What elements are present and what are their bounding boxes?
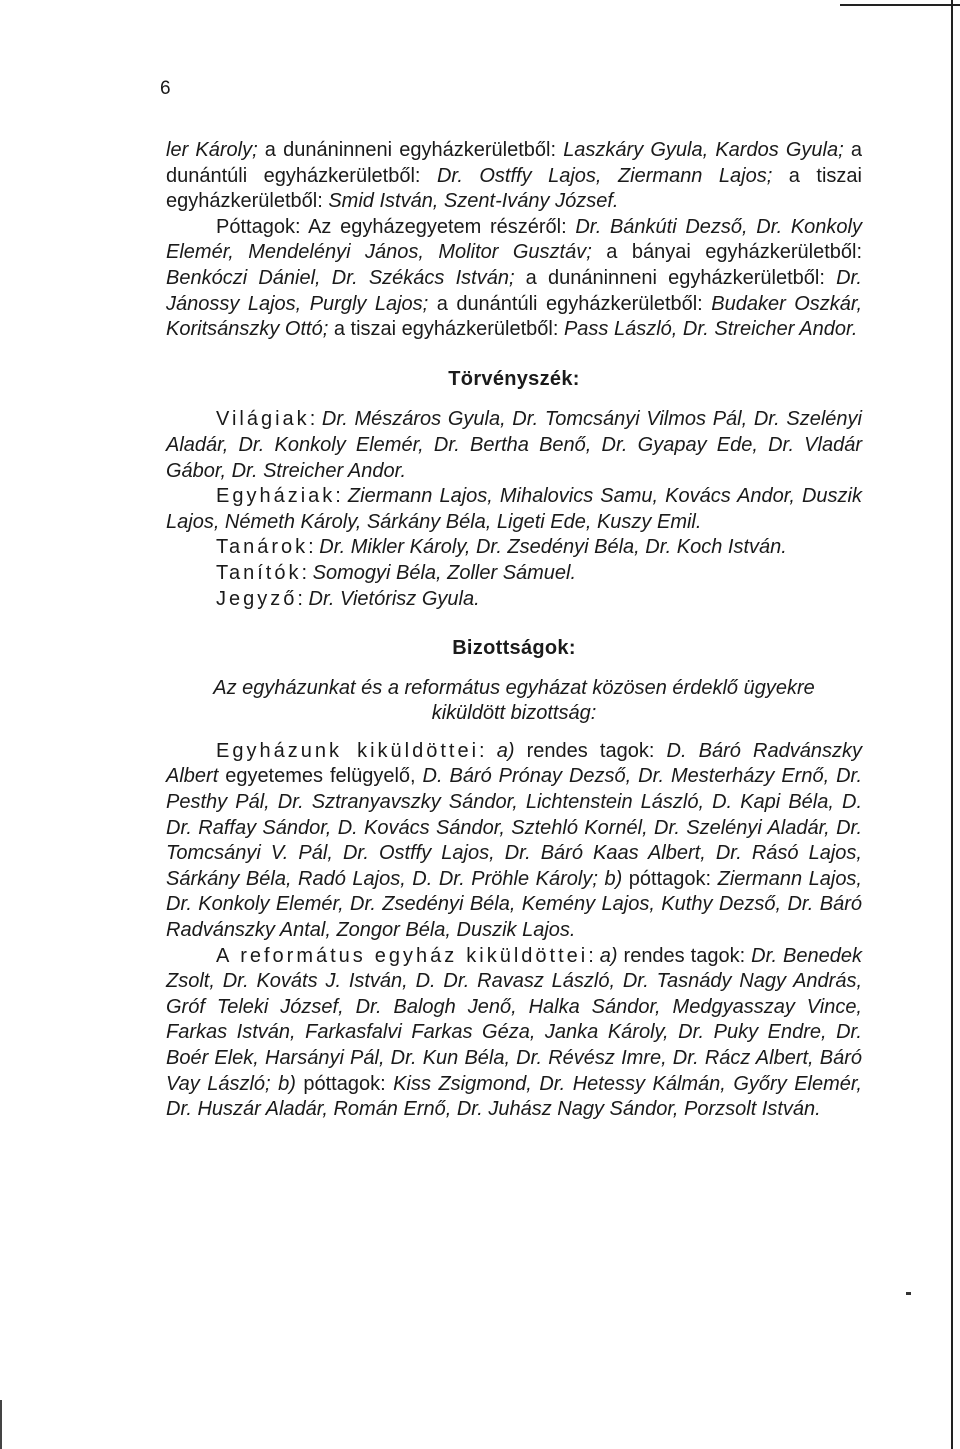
text-run: : (479, 739, 497, 762)
text-run: a dunáninneni egyházkerületből: (257, 139, 564, 161)
italic-names: Kiss Zsigmond, Dr. Hetessy Kálmán, Győry Elemér, Dr. Huszár Aladár, Román Ernő, Dr. Juhász Nagy Sándor, Porzsolt István. (166, 1072, 862, 1121)
italic-names: Dr. Ostffy Lajos, Ziermann Lajos; (436, 164, 773, 187)
italic-names: D. Báró Radvánszky Albert (166, 739, 862, 788)
italic-names: D. Báró Prónay Dezső, Dr. Mesterházy Ernő, Dr. Pesthy Pál, Dr. Sztranyavszky Sándor, Lichtenstein László, D. Kapi Béla, D. Dr. Raffay Sándor, D. Kovács Sándor, Sztehló Kornél, Dr. Szelényi Aladár, Dr. Tomcsányi V. Pál, Dr. Ostffy Lajos, Dr. Báró Kaas Albert, Dr. Rásó Lajos, Sárkány Béla, Radó Lajos, D. Dr. Pröhle Károly; b) (166, 765, 862, 890)
spaced-label: A református egyház kiküldöttei (216, 944, 589, 967)
scan-edge-top (840, 4, 960, 6)
tanarok-paragraph (166, 535, 862, 561)
scan-speck (906, 1292, 911, 1295)
text-run: a dunáninneni egyházkerületből: (514, 266, 837, 289)
italic-names: a) (496, 739, 515, 762)
italic-names: Ziermann Lajos, Mihalovics Samu, Kovács Andor, Duszik Lajos, Németh Károly, Sárkány Béla, Ligeti Ede, Kuszy Emil. (166, 485, 862, 533)
text-run: a dunántúli egyházkerületből: (428, 292, 712, 315)
italic-names: Budaker Oszkár, Koritsánszky Ottó; (166, 292, 862, 341)
text-run: a dunántúli egyházkerületből: (166, 139, 862, 187)
italic-names: Károly; (195, 139, 258, 161)
pottagok-paragraph (166, 215, 862, 343)
egyhaziak-paragraph (166, 484, 862, 535)
text-run: a bányai egyházkerületből: (591, 241, 863, 264)
scan-edge-right (951, 0, 953, 1449)
italic-names: Dr. Benedek Zsolt, Dr. Kováts J. István, D. Dr. Ravasz László, Dr. Tasnády Nagy András, Gróf Teleki József, Dr. Balogh Jenő, Halka Sándor, Medgyasszay Vince, Farkas István, Farkasfalvi Farkas Géza, Janka Károly, Dr. Puky Endre, Dr. Boér Elek, Harsányi Pál, Dr. Kun Béla, Dr. Révész Imre, Dr. Rácz Albert, Báró Vay László; b) (166, 944, 862, 1095)
text-run: : (308, 536, 320, 559)
bizottsag-subtitle: Az egyházunkat és a református egyházat közösen érdeklő ügyekre kiküldött bizottság: (213, 676, 815, 725)
bizottsagok-heading: Bizottságok: (452, 637, 576, 660)
italic-names: Dr. Vietórisz Gyula. (308, 587, 480, 610)
italic-names: Dr. Bánkúti Dezső, Dr. Konkoly Elemér, Mendelényi János, Molitor Gusztáv; (166, 215, 862, 264)
text-run: póttagok: (295, 1072, 394, 1095)
torvenyszek-heading: Törvényszék: (448, 367, 580, 390)
italic-names: Dr. Jánossy Lajos, Purgly Lajos; (166, 266, 862, 315)
text-run: : (301, 561, 313, 584)
text-run: : (588, 944, 600, 967)
jegyzo-paragraph (166, 587, 862, 613)
egyhazunk-kikuldottei-paragraph (166, 739, 862, 944)
text-run: rendes tagok: (617, 944, 752, 967)
italic-names: Somogyi Béla, Zoller Sámuel. (312, 561, 577, 584)
text-run: : (297, 587, 309, 610)
spaced-label: Tanítók (216, 561, 302, 584)
italic-names: Dr. Mészáros Gyula, Dr. Tomcsányi Vilmos Pál, Dr. Szelényi Aladár, Dr. Konkoly Elemér, Dr. Bertha Benő, Dr. Gyapay Ede, Dr. Vladár Gábor, Dr. Streicher Andor. (166, 408, 862, 482)
italic-names: ler (166, 139, 196, 161)
italic-names: a) (599, 944, 618, 967)
text-run: a tiszai egyházkerületből: (166, 164, 862, 213)
page-body (166, 138, 862, 1123)
tanitok-paragraph (166, 561, 862, 587)
text-run: : (309, 408, 322, 431)
text-run: Póttagok: Az egyházegyetem részéről: (216, 215, 576, 238)
spaced-label: Tanárok (216, 536, 309, 559)
italic-names: Laszkáry Gyula, Kardos Gyula; (563, 139, 844, 161)
text-run: egyetemes felügyelő, (218, 765, 423, 788)
text-run: : (335, 485, 348, 508)
spaced-label: Egyháziak (216, 485, 336, 508)
italic-names: Pass László, Dr. Streicher Andor. (563, 318, 858, 341)
text-run: rendes tagok: (514, 739, 667, 762)
italic-names: Dr. Mikler Károly, Dr. Zsedényi Béla, Dr. Koch István. (319, 536, 787, 559)
page-number: 6 (160, 78, 171, 99)
text-run: a tiszai egyházkerületből: (328, 318, 564, 341)
spaced-label: Világiak (216, 408, 310, 431)
spaced-label: Egyházunk kiküldöttei (216, 739, 480, 762)
scan-edge-left (0, 1400, 2, 1449)
text-run: póttagok: (622, 867, 718, 890)
italic-names: Smid István, Szent-Ivány József. (328, 190, 619, 213)
continuation-paragraph (166, 138, 862, 215)
vilagiak-paragraph (166, 407, 862, 484)
spaced-label: Jegyző (216, 587, 298, 610)
italic-names: Benkóczi Dániel, Dr. Székács István; (166, 266, 515, 289)
italic-names: Ziermann Lajos, Dr. Konkoly Elemér, Dr. Zsedényi Béla, Kemény Lajos, Kuthy Dezső, Dr. Báró Radvánszky Antal, Zongor Béla, Duszik Lajos. (166, 867, 862, 942)
reformatus-kikuldottei-paragraph (166, 944, 862, 1123)
